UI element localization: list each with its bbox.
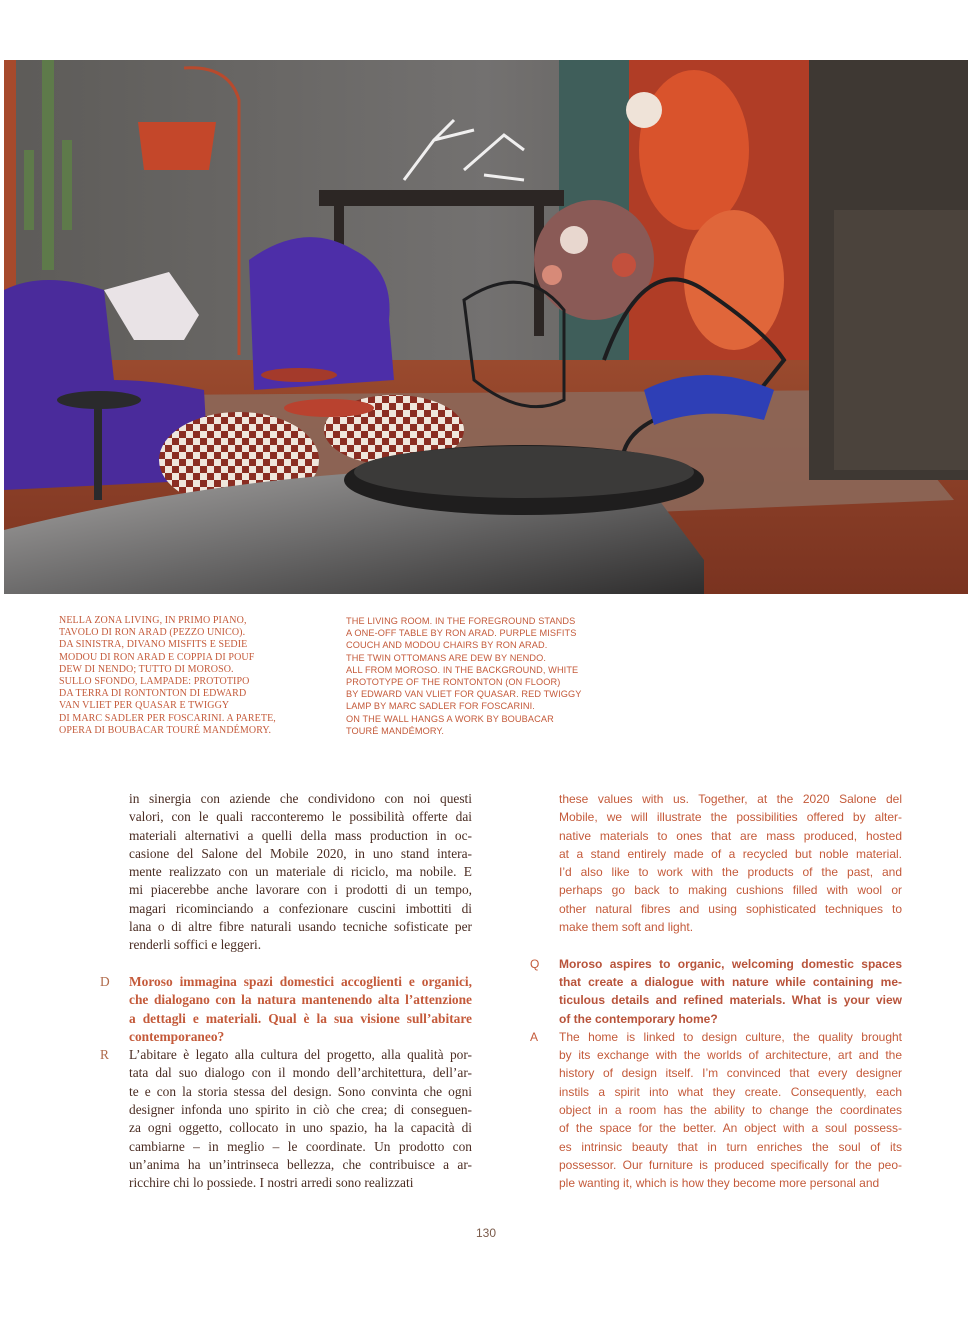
body-line: native materials to ones that are mass produced, hosted xyxy=(559,828,902,843)
caption-line: ALL FROM MOROSO. IN THE BACKGROUND, WHITE xyxy=(346,664,579,675)
answer-line: tata dal suo dialogo con il mondo dell’architettura, dell’ar- xyxy=(129,1065,472,1081)
caption-line: PROTOTYPE OF THE RONTONTON (ON FLOOR) xyxy=(346,677,561,688)
body-line: in sinergia con aziende che condividono con noi questi xyxy=(129,791,472,806)
caption-line: DA TERRA DI RONTONTON DI EDWARD xyxy=(59,688,247,700)
body-line: materiali alternativi a quelli della mass production in oc- xyxy=(129,827,472,843)
english-intro xyxy=(530,790,902,936)
caption-line: THE LIVING ROOM. IN THE FOREGROUND STANDS xyxy=(346,616,576,626)
question-line: a dettagli e materiali. Qual è la sua visione sull’abitare xyxy=(129,1010,472,1026)
photo-illustration xyxy=(4,60,968,594)
answer-line: un’anima ha un’intrinseca bellezza, che contribuisce a ar- xyxy=(129,1156,472,1172)
italian-answer xyxy=(100,1046,472,1192)
answer-line: of the space for the better. An object with a soul possess- xyxy=(559,1121,902,1136)
answer-line: The home is linked to design culture, the quality brought xyxy=(559,1029,902,1044)
caption-line: TAVOLO DI RON ARAD (PEZZO UNICO). xyxy=(59,627,246,639)
english-column xyxy=(530,790,902,1193)
answer-line: te e con la storia stessa del design. Sono convinta che ogni xyxy=(129,1083,472,1099)
answer-line: object in a room has the ability to change the coordinates xyxy=(559,1103,902,1118)
body-line: perhaps go back to making cushions filled with wool or xyxy=(559,883,902,898)
caption-line: SULLO SFONDO, LAMPADE: PROTOTIPO xyxy=(59,676,250,688)
page-number: 130 xyxy=(475,1226,497,1240)
answer-line: L’abitare è legato alla cultura del progetto, alla qualità por- xyxy=(129,1047,472,1063)
italian-intro xyxy=(100,790,472,955)
english-question xyxy=(530,955,902,1028)
question-line: contemporaneo? xyxy=(129,1028,225,1044)
caption-line: THE TWIN OTTOMANS ARE DEW BY NENDO. xyxy=(346,652,547,663)
body-line: at a stand entirely made of a recycled but noble material. xyxy=(559,846,902,861)
answer-line: instils a spirit into what they create. Consequently, each xyxy=(559,1084,902,1099)
cactus xyxy=(42,60,54,270)
caption-line: DEW DI NENDO; TUTTO DI MOROSO. xyxy=(59,663,234,675)
question-line: Moroso immagina spazi domestici accoglienti e organici, xyxy=(129,973,472,989)
caption-line: ON THE WALL HANGS A WORK BY BOUBACAR xyxy=(346,713,554,724)
caption-line: LAMP BY MARC SADLER FOR FOSCARINI. xyxy=(346,701,535,712)
console-table xyxy=(319,190,564,206)
question-line: of the contemporary home? xyxy=(559,1011,718,1026)
body-line: these values with us. Together, at the 2020 Salone del xyxy=(559,792,902,806)
caption-line: VAN VLIET PER QUASAR E TWIGGY xyxy=(59,700,230,712)
answer-line: za ogni oggetto, collocato in uno spazio, ha la capacità di xyxy=(129,1120,472,1136)
answer-line: by its exchange with the worlds of architecture, art and the xyxy=(559,1048,902,1063)
body-line: I’d also like to work with the products of the past, and xyxy=(559,865,902,880)
italian-question xyxy=(100,973,472,1046)
body-line: mente realizzato con un materiale di riciclo, ma nobile. E xyxy=(129,864,472,880)
living-room-photo xyxy=(4,60,968,594)
answer-line: cambiarne – in meglio – le coordinate. Un prodotto con xyxy=(129,1138,472,1154)
answer-line: designer infonda uno spirito in ciò che crea; di conseguen- xyxy=(129,1102,472,1118)
italian-column xyxy=(100,790,472,1193)
answer-line: es intrinsic beauty that in turn enriches the soul of its xyxy=(559,1139,902,1154)
answer-line: ricchire chi lo possiede. I nostri arredi sono realizzati xyxy=(129,1175,414,1191)
body-line: lana o di altre fibre naturali usando tecniche sofisticate per xyxy=(129,919,472,935)
caption-italian xyxy=(59,615,309,737)
answer-line: history of design itself. I’m convinced that every designer xyxy=(559,1066,902,1081)
caption-line: DA SINISTRA, DIVANO MISFITS E SEDIE xyxy=(59,639,248,651)
caption-line: COUCH AND MODOU CHAIRS BY RON ARAD. xyxy=(346,640,548,651)
caption-line: A ONE-OFF TABLE BY RON ARAD. PURPLE MISFITS xyxy=(346,628,577,639)
body-line: magari ricominciando a confezionare cuscini imbottiti di xyxy=(129,900,472,916)
caption-english xyxy=(346,615,596,737)
body-line: casione del Salone del Mobile 2020, in uno stand intera- xyxy=(129,845,472,861)
question-line: che dialogano con la natura mantenendo alta l’attenzione xyxy=(129,992,472,1008)
caption-line: OPERA DI BOUBACAR TOURÉ MANDÉMORY. xyxy=(59,724,272,736)
answer-marker: R xyxy=(100,1047,109,1063)
question-marker: D xyxy=(100,973,110,989)
question-line: Moroso aspires to organic, welcoming domestic spaces xyxy=(559,956,902,971)
body-line: Mobile, we will illustrate the possibilities offered by alter- xyxy=(559,810,902,825)
english-answer xyxy=(530,1028,902,1193)
answer-line: possessor. Our furniture is produced specifically for the peo- xyxy=(559,1157,902,1172)
caption-line: BY EDWARD VAN VLIET FOR QUASAR. RED TWIGGY xyxy=(346,689,582,700)
body-line: valori, con le quali racconteremo le possibilità offerte dai xyxy=(129,809,472,825)
body-line: mi piacerebbe anche lavorare con i prodotti di un tempo, xyxy=(129,882,472,898)
question-line: that create a dialogue with nature while containing me- xyxy=(559,974,902,989)
caption-line: NELLA ZONA LIVING, IN PRIMO PIANO, xyxy=(59,615,247,626)
answer-marker: A xyxy=(530,1029,539,1044)
question-marker: Q xyxy=(530,956,540,971)
question-line: ticulous details and refined materials. What is your view xyxy=(559,993,902,1008)
body-line: make them soft and light. xyxy=(559,920,694,935)
caption-line: DI MARC SADLER PER FOSCARINI. A PARETE, xyxy=(59,712,276,724)
body-line: renderli soffici e leggeri. xyxy=(129,937,262,953)
caption-line: MODOU DI RON ARAD E COPPIA DI POUF xyxy=(59,651,255,663)
caption-line: TOURÉ MANDÉMORY. xyxy=(346,725,445,736)
body-line: other natural fibres and using sophisticated techniques to xyxy=(559,901,902,916)
answer-line: ple wanting it, which is how they become more personal and xyxy=(559,1176,880,1191)
